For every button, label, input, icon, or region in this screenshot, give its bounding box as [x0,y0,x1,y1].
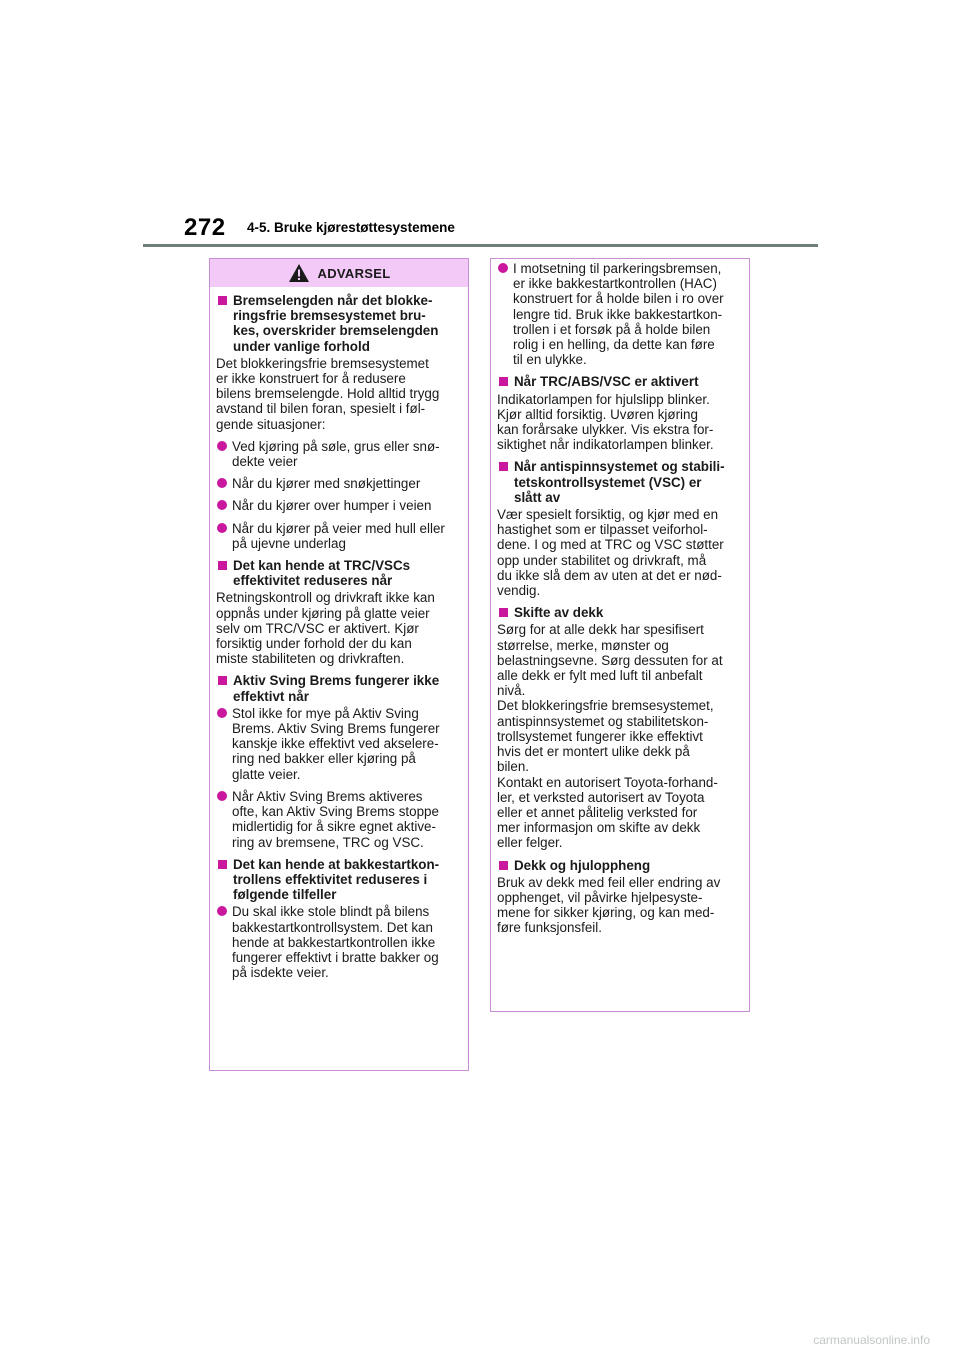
warning-header [210,259,468,287]
square-bullet-icon [499,377,508,386]
subheading: Det kan hende at bakkestartkon- trollens effektivitet reduseres i følgende tilfeller [216,857,463,903]
paragraph: Retningskontroll og drivkraft ikke kan oppnås under kjøring på glatte veier selv om TRC/VSC er aktivert. Kjør forsiktig under forhold der du kan miste stabiliteten og drivkraften. [216,590,435,667]
warning-label: ADVARSEL [317,265,391,281]
square-bullet-icon [218,860,227,869]
square-bullet-icon [218,561,227,570]
subheading: Skifte av dekk [497,605,744,620]
subheading: Det kan hende at TRC/VSCs effektivitet reduseres når [216,558,463,588]
square-bullet-icon [218,296,227,305]
bullet-item: Du skal ikke stole blindt på bilens bakkestartkontrollsystem. Det kan hende at bakkestartkontrollen ikke fungerer effektivt i bratte bakker og på isdekte veier. [216,904,463,980]
square-bullet-icon [499,462,508,471]
warning-box-left [209,258,469,1071]
section-title: 4-5. Bruke kjørestøttesystemene [247,220,455,235]
subheading: Når antispinnsystemet og stabili- tetskontrollsystemet (VSC) er slått av [497,459,744,505]
subheading: Når TRC/ABS/VSC er aktivert [497,374,744,389]
square-bullet-icon [499,608,508,617]
bullet-item: Når du kjører over humper i veien [216,498,463,513]
warning-box-right [490,258,750,1012]
subheading: Dekk og hjuloppheng [497,858,744,873]
subheading: Bremselengden når det blokke- ringsfrie bremsesystemet bru- kes, overskrider bremselengden under vanlige forhold [216,293,463,354]
paragraph: Sørg for at alle dekk har spesifisert størrelse, merke, mønster og belastningsevne. Sørg dessuten for at alle dekk er fylt med luft til anbefalt nivå. Det blokkeringsfrie bremsesystemet, antispinnsystemet og stabilitetskon- trollsystemet fungerer ikke effektivt hvis det er montert ulike dekk på bilen. Kontakt en autorisert Toyota-forhand- ler, et verksted autorisert av Toyota eller et annet pålitelig verksted for mer informasjon om skifte av dekk eller felger. [497,622,723,851]
bullet-item: Når Aktiv Sving Brems aktiveres ofte, kan Aktiv Sving Brems stoppe midlertidig for å sikre egnet aktive- ring av bremsene, TRC og VSC. [216,789,463,850]
circle-bullet-icon [217,500,227,510]
warning-triangle-icon [288,263,310,283]
circle-bullet-icon [217,478,227,488]
watermark: carmanualsonline.info [813,1333,930,1347]
circle-bullet-icon [217,708,227,718]
bullet-item: Ved kjøring på søle, grus eller snø- dekte veier [216,439,463,469]
page-number: 272 [184,214,226,241]
circle-bullet-icon [217,906,227,916]
header-rule [143,244,818,247]
bullet-item: Når du kjører på veier med hull eller på ujevne underlag [216,521,463,551]
square-bullet-icon [218,676,227,685]
circle-bullet-icon [217,791,227,801]
paragraph: Bruk av dekk med feil eller endring av opphenget, vil påvirke hjelpesyste- mene for sikker kjøring, og kan med- føre funksjonsfeil. [497,874,721,936]
bullet-item: Når du kjører med snøkjettinger [216,476,463,491]
paragraph: Vær spesielt forsiktig, og kjør med en hastighet som er tilpasset veiforhol- dene. I og med at TRC og VSC støtter opp under stabilitet og drivkraft, må du ikke slå dem av uten at det er nød- vendig. [497,507,724,599]
circle-bullet-icon [217,441,227,451]
paragraph: Det blokkeringsfrie bremsesystemet er ikke konstruert for å redusere bilens bremselengde. Hold alltid trygg avstand til bilen foran, spesielt i føl- gende situasjoner: [216,355,440,432]
bullet-item: I motsetning til parkeringsbremsen, er ikke bakkestartkontrollen (HAC) konstruert for å holde bilen i ro over lengre tid. Bruk ikke bakkestartkon- trollen i et forsøk på å holde bilen rolig i en helling, da dette kan føre til en ulykke. [497,261,744,367]
bullet-item: Stol ikke for mye på Aktiv Sving Brems. Aktiv Sving Brems fungerer kanskje ikke effektivt ved akselere- ring ned bakker eller kjøring på glatte veier. [216,706,463,782]
paragraph: Indikatorlampen for hjulslipp blinker. Kjør alltid forsiktig. Uvøren kjøring kan forårsake ulykker. Vis ekstra for- siktighet når indikatorlampen blinker. [497,391,714,453]
subheading: Aktiv Sving Brems fungerer ikke effektivt når [216,673,463,703]
circle-bullet-icon [498,263,508,273]
square-bullet-icon [499,861,508,870]
circle-bullet-icon [217,523,227,533]
